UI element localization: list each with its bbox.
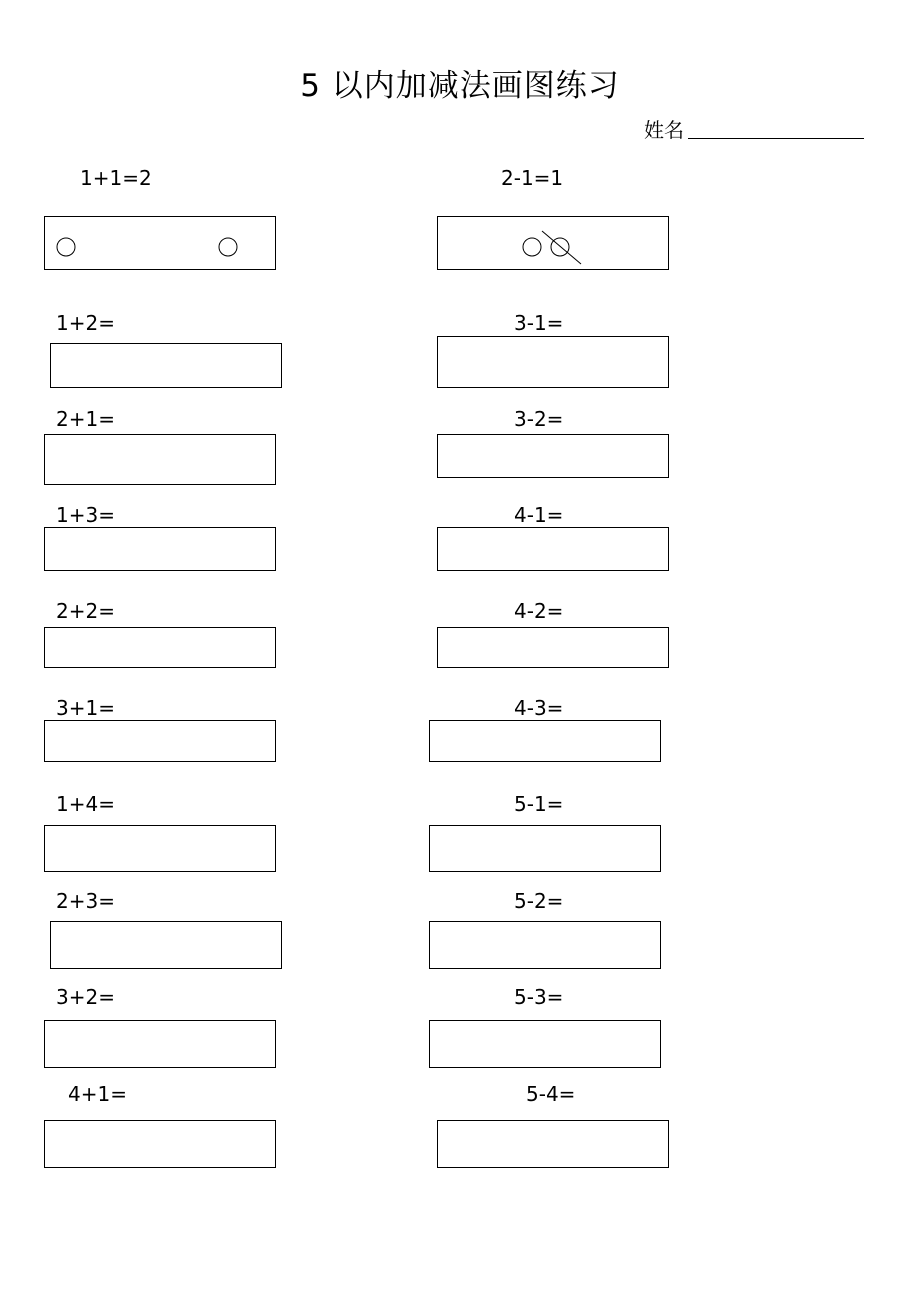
subtraction-problem-label: 5-3= [514,985,564,1009]
subtraction-problem-label: 4-2= [514,599,564,623]
subtraction-drawing-box[interactable] [429,825,661,872]
addition-problem-label: 4+1= [68,1082,127,1106]
example-addition-drawing [45,217,277,271]
subtraction-problem-label: 5-4= [526,1082,576,1106]
example-subtraction-label: 2-1=1 [501,166,564,190]
addition-problem-label: 1+3= [56,503,115,527]
addition-drawing-box[interactable] [44,1020,276,1068]
addition-problem-label: 2+1= [56,407,115,431]
name-label: 姓名 [644,118,684,142]
addition-drawing-box[interactable] [44,720,276,762]
addition-problem-label: 2+3= [56,889,115,913]
subtraction-problem-label: 4-3= [514,696,564,720]
example-subtraction-drawing [438,217,670,271]
worksheet-title: 5 以内加减法画图练习 [300,68,620,104]
addition-drawing-box[interactable] [44,825,276,872]
subtraction-problem-label: 3-2= [514,407,564,431]
example-subtraction-box [437,216,669,270]
addition-drawing-box[interactable] [44,434,276,485]
subtraction-drawing-box[interactable] [437,336,669,388]
subtraction-drawing-box[interactable] [429,921,661,969]
subtraction-problem-label: 5-1= [514,792,564,816]
subtraction-drawing-box[interactable] [437,527,669,571]
subtraction-problem-label: 5-2= [514,889,564,913]
name-blank-line [688,138,864,139]
circle-mark [57,238,75,256]
addition-drawing-box[interactable] [44,527,276,571]
example-addition-label: 1+1=2 [80,166,152,190]
subtraction-problem-label: 3-1= [514,311,564,335]
subtraction-drawing-box[interactable] [429,720,661,762]
addition-problem-label: 1+4= [56,792,115,816]
subtraction-drawing-box[interactable] [437,434,669,478]
subtraction-drawing-box[interactable] [437,627,669,668]
circle-mark [219,238,237,256]
addition-drawing-box[interactable] [50,343,282,388]
addition-drawing-box[interactable] [50,921,282,969]
addition-problem-label: 3+2= [56,985,115,1009]
subtraction-drawing-box[interactable] [429,1020,661,1068]
addition-problem-label: 2+2= [56,599,115,623]
subtraction-problem-label: 4-1= [514,503,564,527]
addition-problem-label: 3+1= [56,696,115,720]
addition-drawing-box[interactable] [44,1120,276,1168]
circle-mark [523,238,541,256]
addition-problem-label: 1+2= [56,311,115,335]
example-addition-box [44,216,276,270]
addition-drawing-box[interactable] [44,627,276,668]
cross-out-stroke [542,231,581,264]
subtraction-drawing-box[interactable] [437,1120,669,1168]
